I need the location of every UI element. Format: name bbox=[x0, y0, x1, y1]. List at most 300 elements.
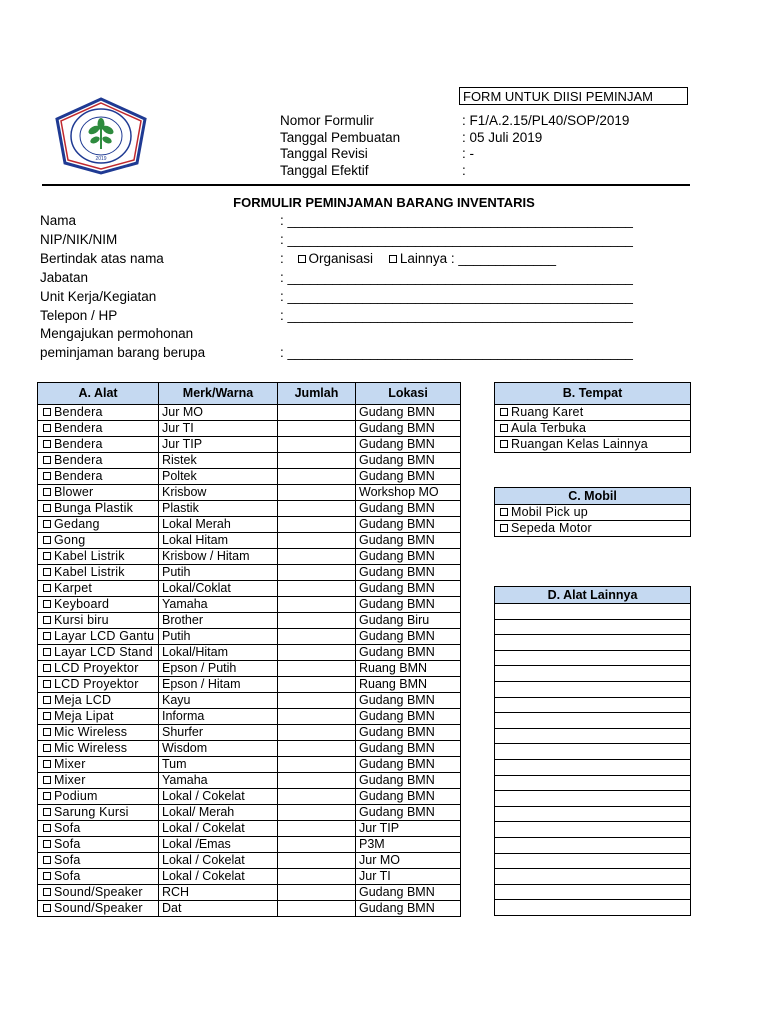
tempat-row-cell[interactable] bbox=[495, 437, 691, 453]
cell-lokasi: Gudang BMN bbox=[356, 453, 461, 469]
cell-alat[interactable] bbox=[38, 533, 159, 549]
item-checkbox[interactable] bbox=[43, 536, 51, 544]
cell-alat[interactable] bbox=[38, 901, 159, 917]
item-checkbox[interactable] bbox=[43, 712, 51, 720]
lainnya-row bbox=[495, 744, 691, 760]
tempat-row-checkbox[interactable] bbox=[500, 424, 508, 432]
checkbox-lainnya[interactable] bbox=[389, 255, 397, 263]
institution-logo bbox=[53, 97, 149, 175]
lainnya-row-cell[interactable] bbox=[495, 822, 691, 838]
lainnya-row-cell[interactable] bbox=[495, 604, 691, 620]
tempat-row-cell[interactable] bbox=[495, 405, 691, 421]
mobil-table bbox=[494, 487, 691, 537]
field-label-mengajukan: Mengajukan permohonan bbox=[40, 326, 194, 341]
cell-alat[interactable] bbox=[38, 629, 159, 645]
cell-jumlah[interactable] bbox=[278, 533, 356, 549]
cell-jumlah[interactable] bbox=[278, 613, 356, 629]
alat-table bbox=[37, 382, 461, 917]
field-input-nip[interactable]: : ______________________________________________ bbox=[280, 232, 633, 247]
cell-lokasi: Gudang BMN bbox=[356, 549, 461, 565]
cell-jumlah[interactable] bbox=[278, 741, 356, 757]
alat-row bbox=[38, 821, 461, 837]
cell-lokasi: Gudang BMN bbox=[356, 709, 461, 725]
option-lainnya-label[interactable]: Lainnya : _____________ bbox=[399, 251, 556, 266]
cell-jumlah[interactable] bbox=[278, 693, 356, 709]
item-name: Sofa bbox=[54, 853, 81, 867]
lainnya-row-cell[interactable] bbox=[495, 666, 691, 682]
cell-alat[interactable] bbox=[38, 805, 159, 821]
item-checkbox[interactable] bbox=[43, 872, 51, 880]
checkbox-organisasi[interactable] bbox=[298, 255, 306, 263]
lainnya-row bbox=[495, 869, 691, 885]
cell-jumlah[interactable] bbox=[278, 549, 356, 565]
cell-lokasi: Jur MO bbox=[356, 853, 461, 869]
lainnya-row bbox=[495, 775, 691, 791]
cell-alat[interactable] bbox=[38, 437, 159, 453]
alat-row bbox=[38, 869, 461, 885]
item-checkbox[interactable] bbox=[43, 408, 51, 416]
cell-lokasi: Gudang BMN bbox=[356, 533, 461, 549]
item-checkbox[interactable] bbox=[43, 424, 51, 432]
item-name: Mic Wireless bbox=[54, 741, 128, 755]
lainnya-row bbox=[495, 666, 691, 682]
item-checkbox[interactable] bbox=[43, 488, 51, 496]
item-name: Keyboard bbox=[54, 597, 110, 611]
lainnya-row bbox=[495, 837, 691, 853]
cell-merk: Ristek bbox=[159, 453, 278, 469]
field-label-unit: Unit Kerja/Kegiatan bbox=[40, 289, 157, 304]
item-name: Sofa bbox=[54, 821, 81, 835]
cell-lokasi: Gudang BMN bbox=[356, 901, 461, 917]
cell-alat[interactable] bbox=[38, 709, 159, 725]
item-checkbox[interactable] bbox=[43, 744, 51, 752]
cell-lokasi: Ruang BMN bbox=[356, 677, 461, 693]
meta-value-revisi: : - bbox=[462, 146, 474, 161]
lainnya-row bbox=[495, 884, 691, 900]
tempat-row-label: Ruang Karet bbox=[511, 405, 584, 419]
mobil-row-cell[interactable] bbox=[495, 521, 691, 537]
cell-lokasi: Gudang BMN bbox=[356, 741, 461, 757]
cell-jumlah[interactable] bbox=[278, 661, 356, 677]
item-name: Sofa bbox=[54, 869, 81, 883]
item-name: Karpet bbox=[54, 581, 93, 595]
cell-jumlah[interactable] bbox=[278, 437, 356, 453]
alat-row bbox=[38, 629, 461, 645]
lainnya-row bbox=[495, 650, 691, 666]
cell-merk: Jur TI bbox=[159, 421, 278, 437]
lainnya-row-cell[interactable] bbox=[495, 837, 691, 853]
lainnya-row bbox=[495, 728, 691, 744]
cell-alat[interactable] bbox=[38, 501, 159, 517]
meta-label-nomor: Nomor Formulir bbox=[280, 113, 374, 128]
cell-alat[interactable] bbox=[38, 853, 159, 869]
cell-alat[interactable] bbox=[38, 885, 159, 901]
lainnya-row-cell[interactable] bbox=[495, 697, 691, 713]
cell-alat[interactable] bbox=[38, 741, 159, 757]
cell-jumlah[interactable] bbox=[278, 773, 356, 789]
cell-lokasi: Gudang BMN bbox=[356, 405, 461, 421]
item-name: Mixer bbox=[54, 773, 86, 787]
item-name: Blower bbox=[54, 485, 94, 499]
item-name: Sound/Speaker bbox=[54, 901, 143, 915]
tempat-row-label: Aula Terbuka bbox=[511, 421, 587, 435]
item-name: LCD Proyektor bbox=[54, 677, 139, 691]
cell-alat[interactable] bbox=[38, 469, 159, 485]
cell-lokasi: Gudang BMN bbox=[356, 565, 461, 581]
form-type-box: FORM UNTUK DIISI PEMINJAM bbox=[459, 87, 688, 105]
cell-lokasi: Gudang BMN bbox=[356, 421, 461, 437]
alat-row bbox=[38, 549, 461, 565]
item-name: Kabel Listrik bbox=[54, 549, 125, 563]
field-input-nama[interactable]: : ______________________________________________ bbox=[280, 213, 633, 228]
col-header-jumlah: Jumlah bbox=[278, 383, 356, 405]
cell-merk: Lokal/ Merah bbox=[159, 805, 278, 821]
cell-jumlah[interactable] bbox=[278, 405, 356, 421]
field-bertindak-options bbox=[280, 251, 556, 266]
cell-alat[interactable] bbox=[38, 837, 159, 853]
mobil-header: C. Mobil bbox=[495, 488, 691, 505]
cell-alat[interactable] bbox=[38, 581, 159, 597]
cell-alat[interactable] bbox=[38, 661, 159, 677]
item-checkbox[interactable] bbox=[43, 632, 51, 640]
cell-lokasi: Gudang Biru bbox=[356, 613, 461, 629]
tempat-row-label: Ruangan Kelas Lainnya bbox=[511, 437, 648, 451]
cell-jumlah[interactable] bbox=[278, 725, 356, 741]
lainnya-row-cell[interactable] bbox=[495, 869, 691, 885]
alat-row bbox=[38, 901, 461, 917]
cell-jumlah[interactable] bbox=[278, 469, 356, 485]
field-input-unit[interactable]: : ______________________________________________ bbox=[280, 289, 633, 304]
tempat-row-cell[interactable] bbox=[495, 421, 691, 437]
cell-merk: Yamaha bbox=[159, 773, 278, 789]
mobil-row-checkbox[interactable] bbox=[500, 524, 508, 532]
item-name: Bendera bbox=[54, 453, 103, 467]
lainnya-header: D. Alat Lainnya bbox=[495, 587, 691, 604]
lainnya-row-cell[interactable] bbox=[495, 791, 691, 807]
cell-alat[interactable] bbox=[38, 549, 159, 565]
alat-row bbox=[38, 805, 461, 821]
col-header-lokasi: Lokasi bbox=[356, 383, 461, 405]
cell-jumlah[interactable] bbox=[278, 645, 356, 661]
cell-lokasi: Gudang BMN bbox=[356, 789, 461, 805]
cell-alat[interactable] bbox=[38, 757, 159, 773]
alat-table-header bbox=[38, 383, 461, 405]
cell-jumlah[interactable] bbox=[278, 565, 356, 581]
alat-row bbox=[38, 581, 461, 597]
item-checkbox[interactable] bbox=[43, 776, 51, 784]
item-checkbox[interactable] bbox=[43, 696, 51, 704]
field-input-telepon[interactable]: : ______________________________________________ bbox=[280, 308, 633, 323]
item-checkbox[interactable] bbox=[43, 568, 51, 576]
item-name: Kabel Listrik bbox=[54, 565, 125, 579]
meta-values bbox=[462, 113, 629, 179]
cell-merk: Dat bbox=[159, 901, 278, 917]
lainnya-row bbox=[495, 619, 691, 635]
cell-jumlah[interactable] bbox=[278, 869, 356, 885]
cell-jumlah[interactable] bbox=[278, 757, 356, 773]
cell-jumlah[interactable] bbox=[278, 805, 356, 821]
cell-merk: Tum bbox=[159, 757, 278, 773]
field-bertindak-colon: : bbox=[280, 251, 284, 266]
lainnya-row-cell[interactable] bbox=[495, 728, 691, 744]
meta-value-efektif: : bbox=[462, 162, 466, 178]
lainnya-row bbox=[495, 822, 691, 838]
cell-lokasi: Gudang BMN bbox=[356, 693, 461, 709]
cell-merk: Epson / Putih bbox=[159, 661, 278, 677]
item-checkbox[interactable] bbox=[43, 440, 51, 448]
alat-row bbox=[38, 533, 461, 549]
cell-lokasi: Gudang BMN bbox=[356, 645, 461, 661]
cell-alat[interactable] bbox=[38, 645, 159, 661]
cell-merk: Yamaha bbox=[159, 597, 278, 613]
lainnya-row-cell[interactable] bbox=[495, 900, 691, 916]
col-header-alat: A. Alat bbox=[38, 383, 159, 405]
alat-row bbox=[38, 885, 461, 901]
cell-jumlah[interactable] bbox=[278, 789, 356, 805]
item-checkbox[interactable] bbox=[43, 552, 51, 560]
alat-row bbox=[38, 469, 461, 485]
cell-merk: Lokal / Cokelat bbox=[159, 789, 278, 805]
lainnya-row-cell[interactable] bbox=[495, 884, 691, 900]
item-checkbox[interactable] bbox=[43, 824, 51, 832]
cell-jumlah[interactable] bbox=[278, 885, 356, 901]
cell-merk: Kayu bbox=[159, 693, 278, 709]
cell-alat[interactable] bbox=[38, 453, 159, 469]
cell-lokasi: Jur TI bbox=[356, 869, 461, 885]
lainnya-row-cell[interactable] bbox=[495, 853, 691, 869]
alat-row bbox=[38, 853, 461, 869]
lainnya-row-cell[interactable] bbox=[495, 759, 691, 775]
alat-row bbox=[38, 453, 461, 469]
cell-merk: Informa bbox=[159, 709, 278, 725]
lainnya-row-cell[interactable] bbox=[495, 744, 691, 760]
field-label-nip: NIP/NIK/NIM bbox=[40, 232, 118, 247]
alat-row bbox=[38, 517, 461, 533]
tempat-header: B. Tempat bbox=[495, 383, 691, 405]
cell-merk: Brother bbox=[159, 613, 278, 629]
cell-lokasi: Gudang BMN bbox=[356, 805, 461, 821]
field-input-peminjaman[interactable]: : ______________________________________________ bbox=[280, 345, 633, 360]
cell-jumlah[interactable] bbox=[278, 853, 356, 869]
mobil-row-checkbox[interactable] bbox=[500, 508, 508, 516]
cell-jumlah[interactable] bbox=[278, 485, 356, 501]
meta-label-pembuatan: Tanggal Pembuatan bbox=[280, 129, 401, 145]
cell-alat[interactable] bbox=[38, 485, 159, 501]
cell-alat[interactable] bbox=[38, 789, 159, 805]
alat-row bbox=[38, 773, 461, 789]
cell-merk: Putih bbox=[159, 565, 278, 581]
cell-jumlah[interactable] bbox=[278, 709, 356, 725]
cell-lokasi: Gudang BMN bbox=[356, 437, 461, 453]
cell-lokasi: Jur TIP bbox=[356, 821, 461, 837]
tempat-row bbox=[495, 405, 691, 421]
cell-merk: Lokal/Hitam bbox=[159, 645, 278, 661]
cell-jumlah[interactable] bbox=[278, 677, 356, 693]
item-checkbox[interactable] bbox=[43, 504, 51, 512]
meta-value-nomor: : F1/A.2.15/PL40/SOP/2019 bbox=[462, 113, 630, 128]
item-checkbox[interactable] bbox=[43, 664, 51, 672]
header-divider bbox=[42, 184, 690, 186]
mobil-row-label: Mobil Pick up bbox=[511, 505, 588, 519]
lainnya-row-cell[interactable] bbox=[495, 775, 691, 791]
cell-merk: RCH bbox=[159, 885, 278, 901]
item-name: LCD Proyektor bbox=[54, 661, 139, 675]
lainnya-table bbox=[494, 586, 691, 916]
item-name: Bendera bbox=[54, 437, 103, 451]
option-organisasi-label: Organisasi bbox=[308, 251, 374, 266]
alat-row bbox=[38, 837, 461, 853]
lainnya-row-cell[interactable] bbox=[495, 635, 691, 651]
cell-merk: Lokal / Cokelat bbox=[159, 869, 278, 885]
cell-lokasi: P3M bbox=[356, 837, 461, 853]
field-label-nama: Nama bbox=[40, 213, 77, 228]
alat-row bbox=[38, 437, 461, 453]
cell-lokasi: Gudang BMN bbox=[356, 581, 461, 597]
alat-row bbox=[38, 677, 461, 693]
item-checkbox[interactable] bbox=[43, 840, 51, 848]
lainnya-row-cell[interactable] bbox=[495, 619, 691, 635]
alat-row bbox=[38, 661, 461, 677]
cell-alat[interactable] bbox=[38, 565, 159, 581]
item-checkbox[interactable] bbox=[43, 584, 51, 592]
item-checkbox[interactable] bbox=[43, 616, 51, 624]
lainnya-row bbox=[495, 791, 691, 807]
cell-alat[interactable] bbox=[38, 677, 159, 693]
item-name: Layar LCD Stand bbox=[54, 645, 153, 659]
cell-jumlah[interactable] bbox=[278, 821, 356, 837]
lainnya-row-cell[interactable] bbox=[495, 681, 691, 697]
tempat-row-checkbox[interactable] bbox=[500, 440, 508, 448]
item-checkbox[interactable] bbox=[43, 760, 51, 768]
item-checkbox[interactable] bbox=[43, 888, 51, 896]
cell-jumlah[interactable] bbox=[278, 501, 356, 517]
item-checkbox[interactable] bbox=[43, 456, 51, 464]
tempat-row-checkbox[interactable] bbox=[500, 408, 508, 416]
item-checkbox[interactable] bbox=[43, 648, 51, 656]
cell-alat[interactable] bbox=[38, 405, 159, 421]
cell-alat[interactable] bbox=[38, 725, 159, 741]
item-name: Sarung Kursi bbox=[54, 805, 129, 819]
cell-jumlah[interactable] bbox=[278, 421, 356, 437]
alat-row bbox=[38, 741, 461, 757]
cell-alat[interactable] bbox=[38, 821, 159, 837]
alat-row bbox=[38, 613, 461, 629]
cell-alat[interactable] bbox=[38, 693, 159, 709]
lainnya-row bbox=[495, 604, 691, 620]
cell-jumlah[interactable] bbox=[278, 629, 356, 645]
alat-row bbox=[38, 421, 461, 437]
item-checkbox[interactable] bbox=[43, 808, 51, 816]
cell-merk: Lokal/Coklat bbox=[159, 581, 278, 597]
lainnya-row bbox=[495, 900, 691, 916]
cell-alat[interactable] bbox=[38, 421, 159, 437]
item-name: Kursi biru bbox=[54, 613, 109, 627]
cell-merk: Jur MO bbox=[159, 405, 278, 421]
meta-label-revisi: Tanggal Revisi bbox=[280, 146, 368, 161]
cell-alat[interactable] bbox=[38, 517, 159, 533]
cell-jumlah[interactable] bbox=[278, 453, 356, 469]
cell-lokasi: Gudang BMN bbox=[356, 469, 461, 485]
cell-merk: Lokal Hitam bbox=[159, 533, 278, 549]
item-checkbox[interactable] bbox=[43, 520, 51, 528]
cell-jumlah[interactable] bbox=[278, 581, 356, 597]
field-label-jabatan: Jabatan bbox=[40, 270, 89, 285]
lainnya-row bbox=[495, 806, 691, 822]
item-name: Meja Lipat bbox=[54, 709, 114, 723]
cell-alat[interactable] bbox=[38, 597, 159, 613]
field-label-bertindak: Bertindak atas nama bbox=[40, 251, 164, 266]
lainnya-row-cell[interactable] bbox=[495, 650, 691, 666]
cell-alat[interactable] bbox=[38, 869, 159, 885]
tempat-row bbox=[495, 421, 691, 437]
cell-jumlah[interactable] bbox=[278, 901, 356, 917]
lainnya-row-cell[interactable] bbox=[495, 806, 691, 822]
mobil-row bbox=[495, 505, 691, 521]
cell-merk: Lokal / Cokelat bbox=[159, 853, 278, 869]
alat-row bbox=[38, 501, 461, 517]
cell-lokasi: Gudang BMN bbox=[356, 517, 461, 533]
item-checkbox[interactable] bbox=[43, 600, 51, 608]
cell-merk: Jur TIP bbox=[159, 437, 278, 453]
cell-jumlah[interactable] bbox=[278, 837, 356, 853]
item-name: Bunga Plastik bbox=[54, 501, 134, 515]
cell-lokasi: Gudang BMN bbox=[356, 597, 461, 613]
alat-row bbox=[38, 645, 461, 661]
lainnya-row bbox=[495, 759, 691, 775]
item-name: Sofa bbox=[54, 837, 81, 851]
cell-jumlah[interactable] bbox=[278, 597, 356, 613]
meta-value-pembuatan: : 05 Juli 2019 bbox=[462, 129, 543, 145]
cell-alat[interactable] bbox=[38, 773, 159, 789]
cell-merk: Lokal /Emas bbox=[159, 837, 278, 853]
item-name: Podium bbox=[54, 789, 98, 803]
mobil-row-cell[interactable] bbox=[495, 505, 691, 521]
item-checkbox[interactable] bbox=[43, 904, 51, 912]
cell-merk: Lokal Merah bbox=[159, 517, 278, 533]
lainnya-row-cell[interactable] bbox=[495, 713, 691, 729]
item-checkbox[interactable] bbox=[43, 680, 51, 688]
cell-merk: Shurfer bbox=[159, 725, 278, 741]
lainnya-row bbox=[495, 635, 691, 651]
item-name: Bendera bbox=[54, 469, 103, 483]
tempat-row bbox=[495, 437, 691, 453]
item-name: Bendera bbox=[54, 421, 103, 435]
cell-jumlah[interactable] bbox=[278, 517, 356, 533]
field-input-jabatan[interactable]: : ______________________________________________ bbox=[280, 270, 633, 285]
alat-row bbox=[38, 597, 461, 613]
cell-merk: Putih bbox=[159, 629, 278, 645]
alat-row bbox=[38, 405, 461, 421]
lainnya-row bbox=[495, 697, 691, 713]
cell-lokasi: Gudang BMN bbox=[356, 757, 461, 773]
cell-merk: Plastik bbox=[159, 501, 278, 517]
cell-lokasi: Gudang BMN bbox=[356, 773, 461, 789]
item-checkbox[interactable] bbox=[43, 856, 51, 864]
item-checkbox[interactable] bbox=[43, 792, 51, 800]
alat-row bbox=[38, 709, 461, 725]
mobil-row-label: Sepeda Motor bbox=[511, 521, 592, 535]
alat-row bbox=[38, 757, 461, 773]
field-label-peminjaman: peminjaman barang berupa bbox=[40, 345, 206, 360]
cell-lokasi: Ruang BMN bbox=[356, 661, 461, 677]
cell-lokasi: Gudang BMN bbox=[356, 885, 461, 901]
cell-alat[interactable] bbox=[38, 613, 159, 629]
alat-row bbox=[38, 565, 461, 581]
item-checkbox[interactable] bbox=[43, 472, 51, 480]
item-name: Gong bbox=[54, 533, 86, 547]
item-checkbox[interactable] bbox=[43, 728, 51, 736]
cell-lokasi: Gudang BMN bbox=[356, 629, 461, 645]
